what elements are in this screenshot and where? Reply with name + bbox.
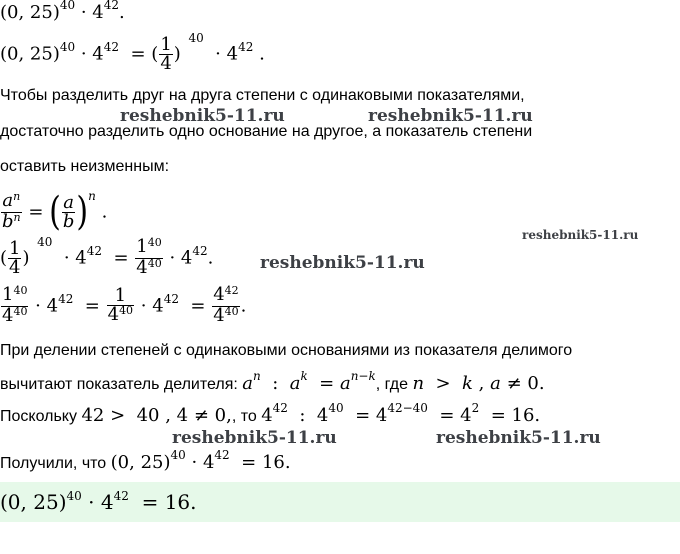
fraction-4pow42-4pow40: $\frac{4^{42}}{4^{40}}$ [213,284,239,326]
rule-text-6b: , то [231,408,257,425]
rule-text-5: вычитают показатель делителя: $a^n$ : $a^k = a^{n-k}$, где n > k , a ≠ 0. [0,369,545,394]
rule-text-4: При делении степеней с одинаковыми основаниями из показателя делимого [0,342,573,359]
expression-line-4: $\frac{1^{40}}{4^{40}}$ · $4^{42}$ = $\frac{1}{4^{40}}$ · $4^{42}$ = $\frac{4^{42}}{4^{40}}$ . [2,284,247,326]
formula-power-of-quotient: $\frac{a^n}{b^n}$ = ( $\frac{a}{b}$ )$^n$ . [2,188,108,235]
rule-text-6: Поскольку 42 > 40 , 4 ≠ 0,, то $4^{42}$ : $4^{40} = 4^{42-40} = 4^2 = 16$. [0,401,541,426]
watermark-5: reshebnik5-11.ru [172,428,337,448]
rule-text-7a: Получили, что [0,455,107,472]
watermark-1: reshebnik5-11.ru [120,106,285,126]
expression-line-3: ( $\frac{1}{4}$ ) $^{40} \cdot 4^{42}$ = $\frac{1^{40}}{4^{40}}$ · $4^{42}$. [0,234,214,278]
fraction-1-4: $\frac{1}{4}$ [160,34,172,74]
fraction-1pow40-4pow40: $\frac{1^{40}}{4^{40}}$ [136,236,162,278]
rule-text-3: оставить неизменным: [0,158,170,175]
fraction-1-4pow40: $\frac{1}{4^{40}}$ [107,285,134,325]
rule-text-5a: вычитают показатель делителя: [0,376,238,393]
rule-text-6a: Поскольку [0,408,77,425]
watermark-6: reshebnik5-11.ru [436,428,601,448]
fraction-a-b: $\frac{a}{b}$ [62,192,75,232]
answer-expression: (0, $25)^{40} \cdot 4^{42} = 16$. [0,489,197,514]
rule-text-1: Чтобы разделить друг на друга степени с одинаковыми показателями, [0,87,525,104]
watermark-4: reshebnik5-11.ru [260,253,425,273]
rule-text-5b: , где [375,376,409,393]
fraction-1pow40-4pow40-b: $\frac{1^{40}}{4^{40}}$ [2,284,28,326]
fraction-1-4-b: $\frac{1}{4}$ [9,238,21,278]
expression-line-1: (0, $25)^{40} \cdot 4^{42}$. [0,0,125,23]
expression-line-2: (0, $25)^{40} \cdot 4^{42}$ = ( $\frac{1}{4}$ ) $^{40} \cdot 4^{42}$ . [0,30,265,74]
watermark-2: reshebnik5-11.ru [368,106,533,126]
rule-text-2: достаточно разделить одно основание на другое, а показатель степени [0,123,533,140]
watermark-3: reshebnik5-11.ru [522,228,639,242]
rule-text-7: Получили, что (0, $25)^{40} \cdot 4^{42} = 16$. [0,448,291,473]
fraction-an-bn: $\frac{a^n}{b^n}$ [2,190,21,232]
